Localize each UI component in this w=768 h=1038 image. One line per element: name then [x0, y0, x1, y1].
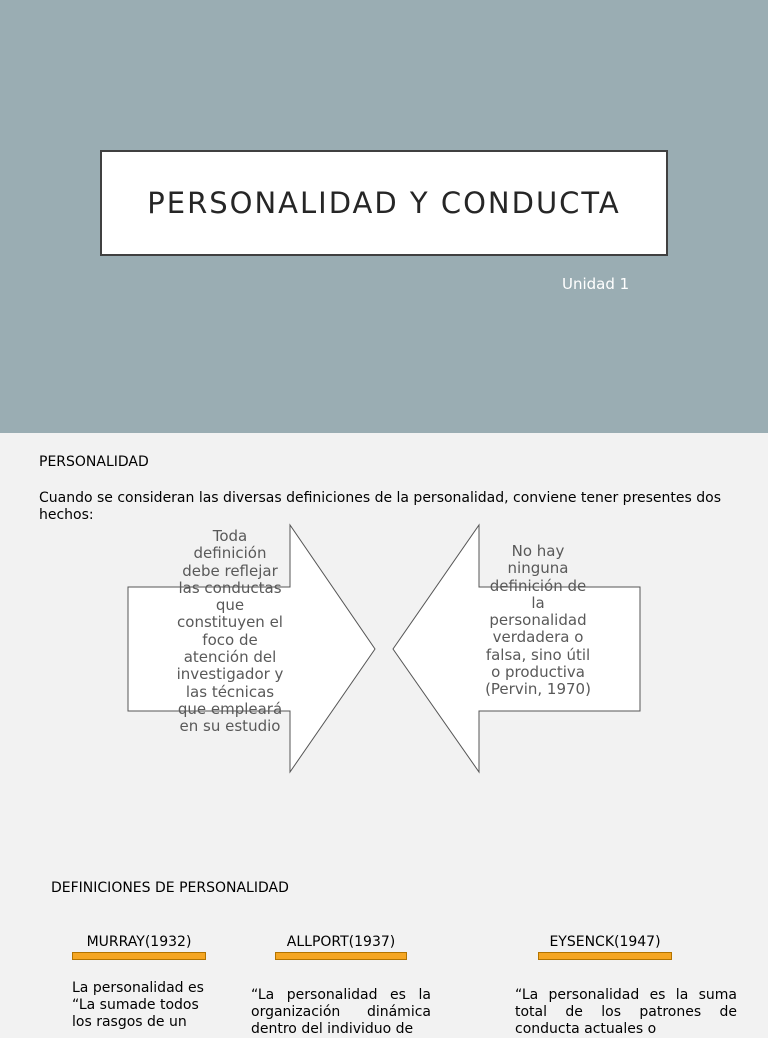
author-murray-bar: [72, 952, 206, 960]
title-box: [100, 150, 668, 256]
intro-paragraph: Cuando se consideran las diversas definiciones de la personalidad, conviene tener presentes dos hechos:: [39, 490, 722, 523]
slide-title: PERSONALIDAD Y CONDUCTA: [147, 186, 621, 220]
arrow-right-text: No hay ninguna definición de la personalidad verdadera o falsa, sino útil o productiva (Pervin, 1970): [485, 542, 591, 699]
arrow-left-text: Toda definición debe reflejar las conductas que constituyen el foco de atención del investigador y las técnicas que empleará en su estudio: [176, 527, 284, 736]
author-eysenck-bar: [538, 952, 672, 960]
author-allport-bar: [275, 952, 407, 960]
slide-subtitle: Unidad 1: [562, 275, 630, 293]
author-murray: MURRAY(1932): [86, 934, 192, 950]
title-slide: [0, 0, 768, 433]
content-slide: [0, 433, 768, 1037]
definitions-heading: DEFINICIONES DE PERSONALIDAD: [51, 880, 289, 896]
author-eysenck: EYSENCK(1947): [549, 934, 661, 950]
quote-eysenck: “La personalidad es la suma total de los patrones de conducta actuales o: [515, 987, 737, 1037]
section-heading: PERSONALIDAD: [39, 454, 149, 470]
quote-murray: La personalidad es “La sumade todos los rasgos de un: [72, 980, 204, 1030]
author-allport: ALLPORT(1937): [286, 934, 396, 950]
quote-allport: “La personalidad es la organización dinámica dentro del individuo de: [251, 987, 431, 1037]
